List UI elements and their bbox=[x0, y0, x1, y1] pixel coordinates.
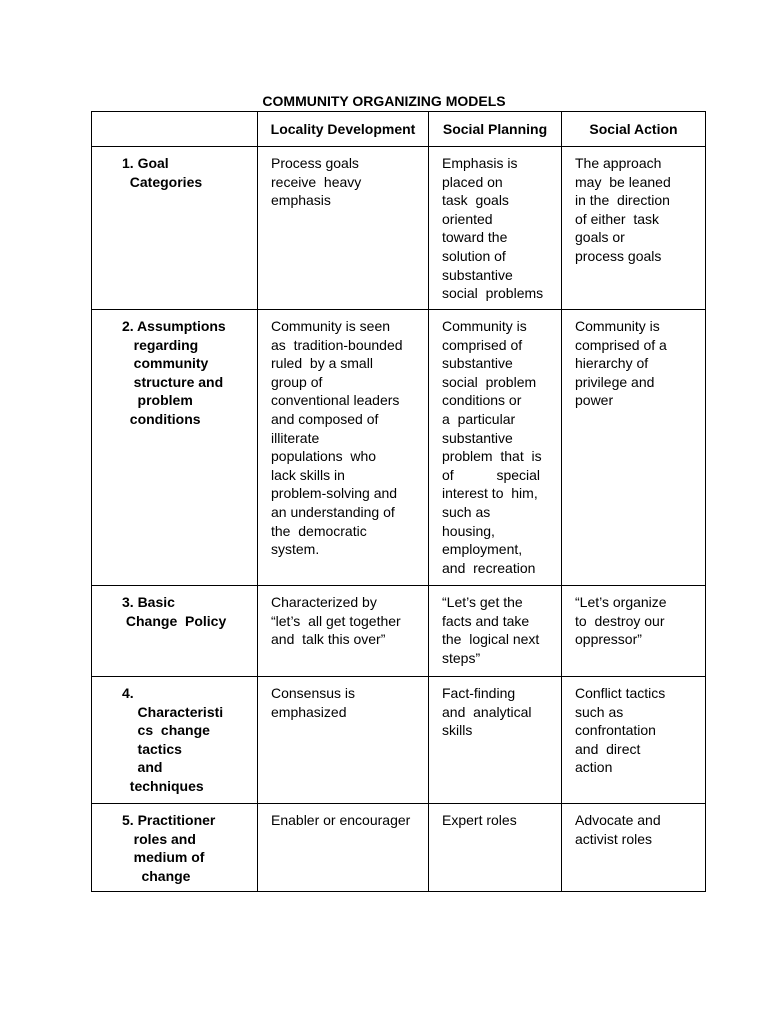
cell-action: Conflict tactics such as confrontation and direct action bbox=[562, 677, 706, 804]
row-label-assumptions: 2. Assumptions regarding community structure and problem conditions bbox=[92, 310, 258, 586]
cell-locality: Enabler or encourager bbox=[258, 804, 429, 892]
row-label-practitioner-roles: 5. Practitioner roles and medium of change bbox=[92, 804, 258, 892]
cell-action: The approach may be leaned in the direction of either task goals or process goals bbox=[562, 147, 706, 310]
community-organizing-models-table bbox=[91, 111, 706, 892]
row-label-characteristics-change-tactics: 4. Characteristi cs change tactics and techniques bbox=[92, 677, 258, 804]
header-social-action: Social Action bbox=[562, 112, 706, 147]
table-row bbox=[92, 147, 706, 310]
header-row bbox=[92, 112, 706, 147]
table-row bbox=[92, 804, 706, 892]
cell-planning: Fact-finding and analytical skills bbox=[429, 677, 562, 804]
cell-planning: Expert roles bbox=[429, 804, 562, 892]
page-title: COMMUNITY ORGANIZING MODELS bbox=[262, 93, 506, 109]
header-empty-cell bbox=[92, 112, 258, 147]
row-label-goal-categories: 1. Goal Categories bbox=[92, 147, 258, 310]
cell-locality: Process goals receive heavy emphasis bbox=[258, 147, 429, 310]
table-row bbox=[92, 310, 706, 586]
cell-planning: “Let’s get the facts and take the logical next steps” bbox=[429, 586, 562, 677]
table-row bbox=[92, 677, 706, 804]
cell-action: Community is comprised of a hierarchy of privilege and power bbox=[562, 310, 706, 586]
cell-action: Advocate and activist roles bbox=[562, 804, 706, 892]
cell-locality: Community is seen as tradition-bounded ruled by a small group of conventional leaders and composed of illiterate populations who lack skills in problem-solving and an understanding of the democratic system. bbox=[258, 310, 429, 586]
cell-action: “Let’s organize to destroy our oppressor” bbox=[562, 586, 706, 677]
header-locality-development: Locality Development bbox=[258, 112, 429, 147]
header-social-planning: Social Planning bbox=[429, 112, 562, 147]
cell-locality: Consensus is emphasized bbox=[258, 677, 429, 804]
row-label-basic-change-policy: 3. Basic Change Policy bbox=[92, 586, 258, 677]
cell-locality: Characterized by “let’s all get together and talk this over” bbox=[258, 586, 429, 677]
table-row bbox=[92, 586, 706, 677]
cell-planning: Community is comprised of substantive social problem conditions or a particular substantive problem that is of special interest to him, such as housing, employment, and recreation bbox=[429, 310, 562, 586]
cell-planning: Emphasis is placed on task goals oriented toward the solution of substantive social problems bbox=[429, 147, 562, 310]
